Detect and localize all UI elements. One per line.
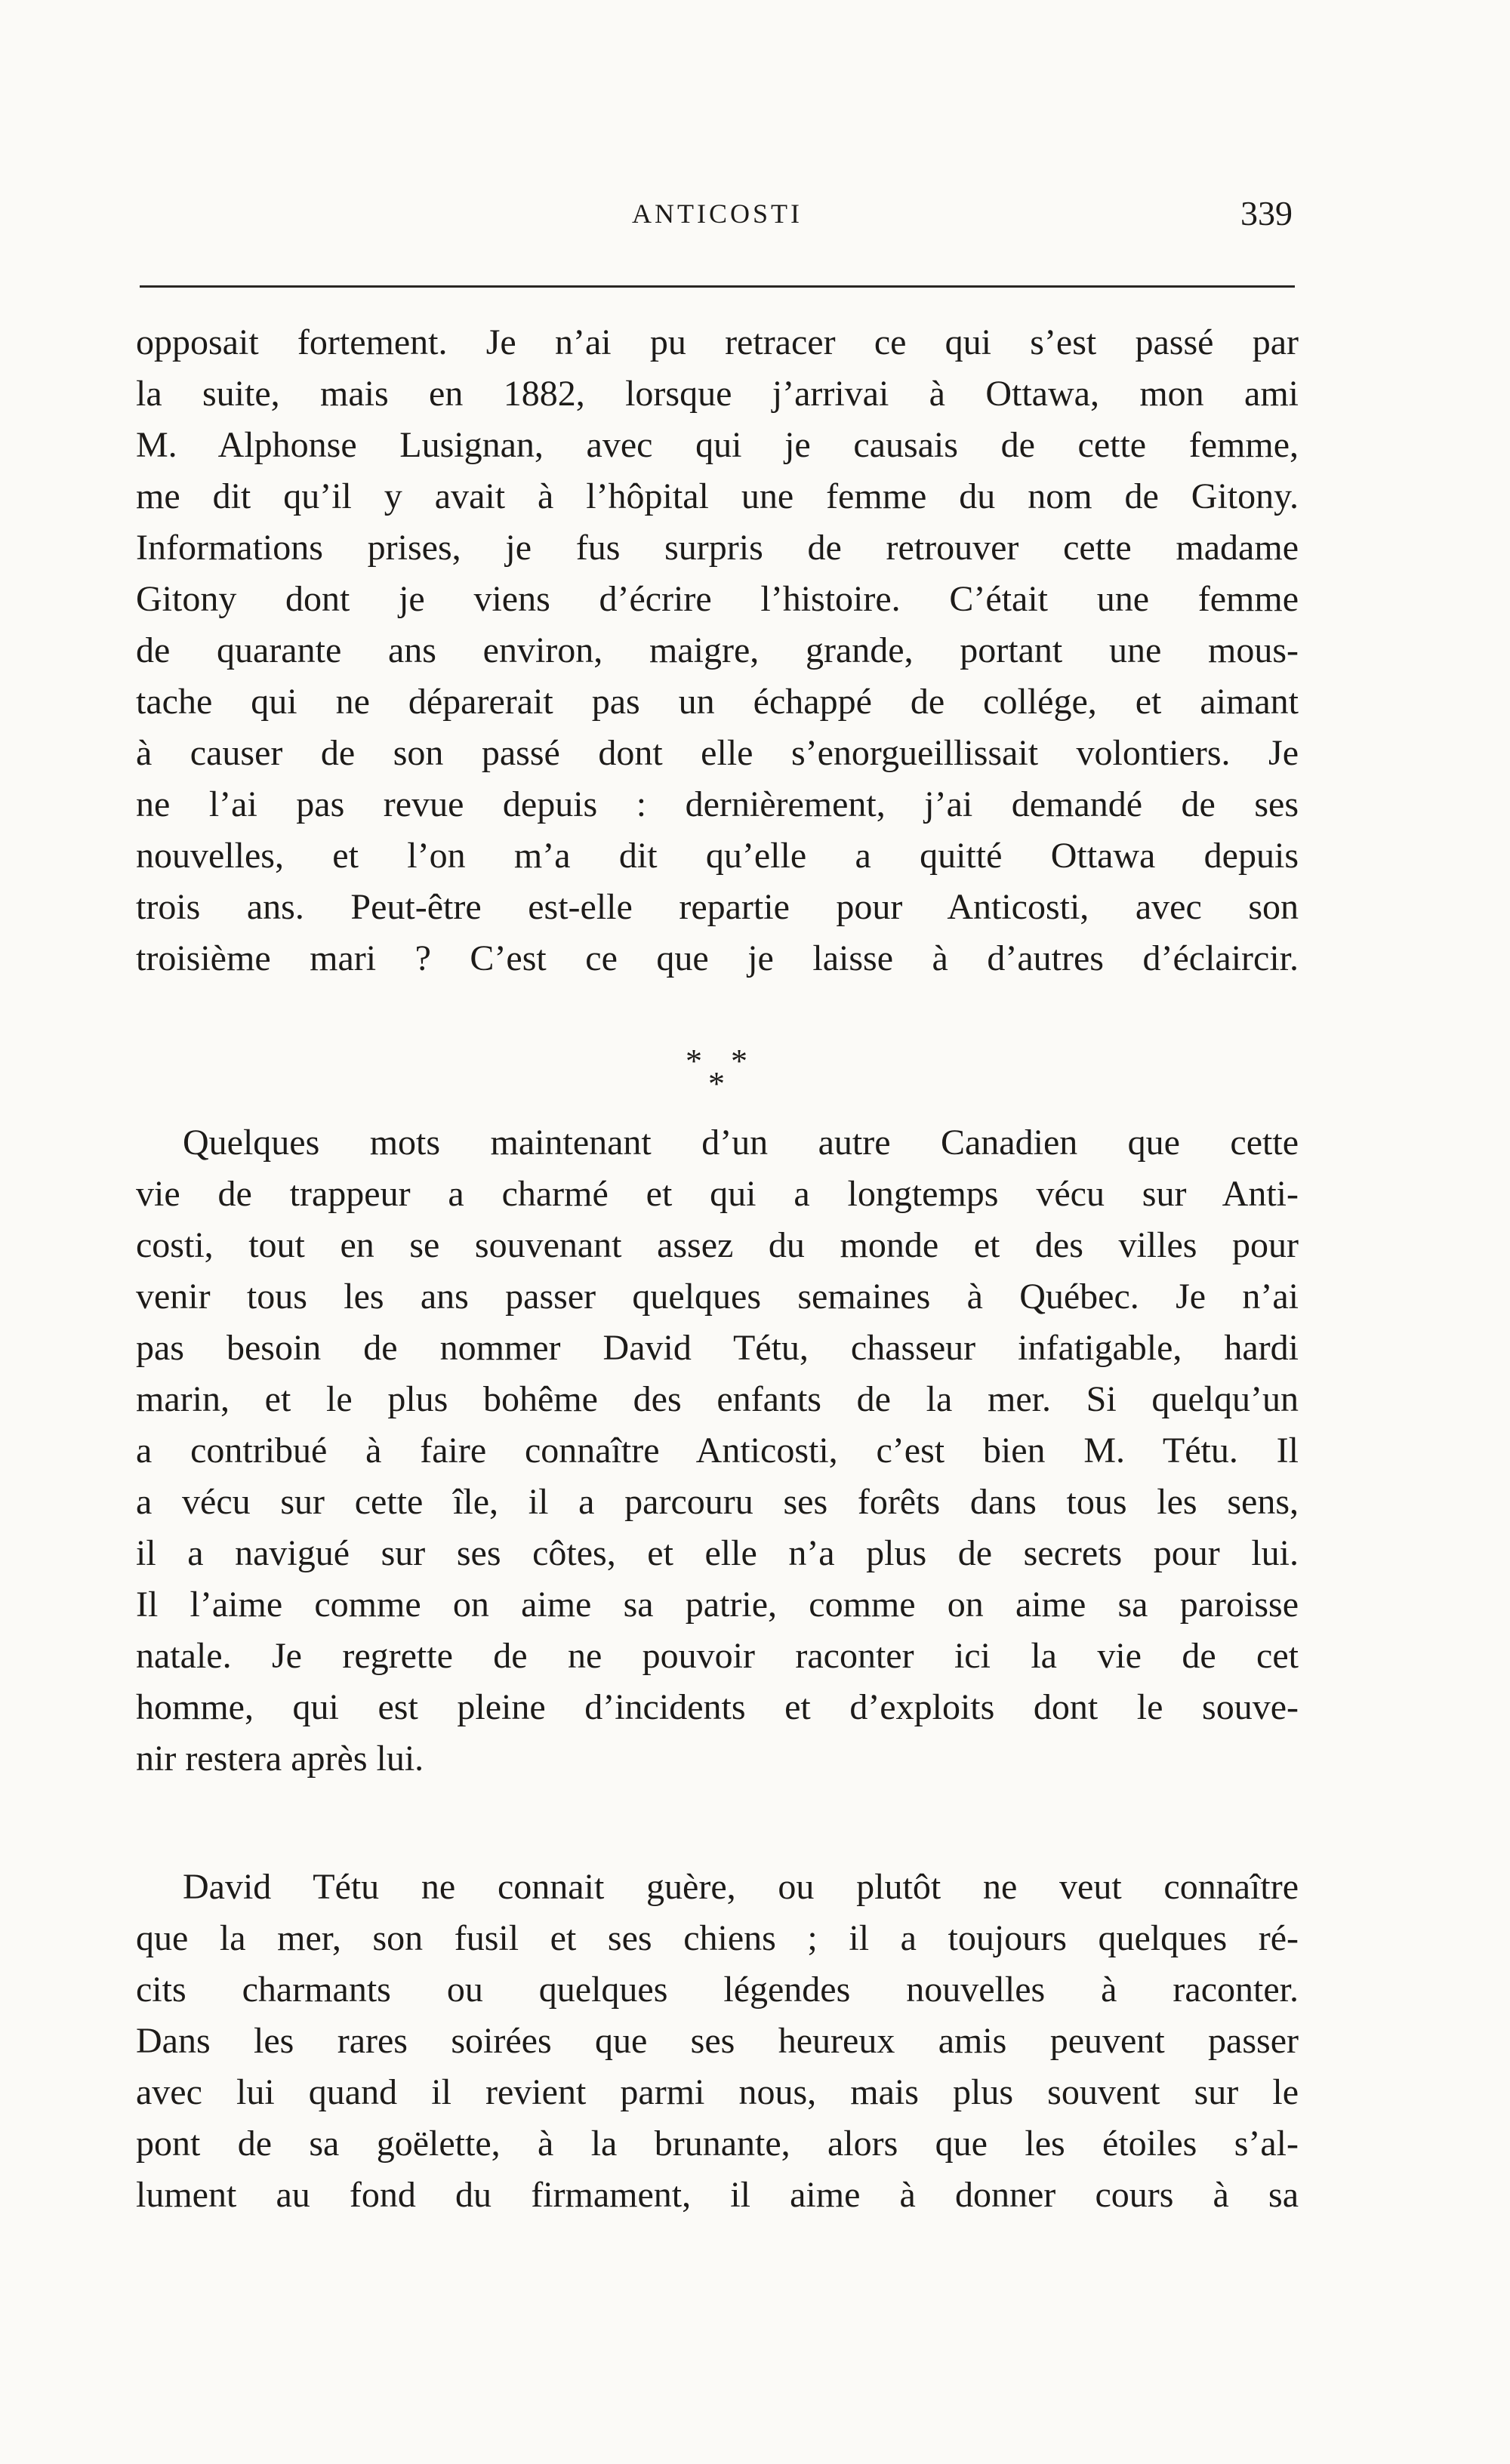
text-line: trois ans. Peut-être est-elle repartie pour Anticosti, avec son — [136, 887, 1299, 927]
text-line: vie de trappeur a charmé et qui a longtemps vécu sur Anti- — [136, 1174, 1299, 1214]
text-line: David Tétu ne connait guère, ou plutôt ne veut connaître — [183, 1867, 1299, 1907]
paragraph-3 — [136, 1862, 1299, 2221]
page-number: 339 — [1240, 194, 1293, 233]
text-line: la suite, mais en 1882, lorsque j’arrivai à Ottawa, mon ami — [136, 374, 1299, 414]
text-line: troisième mari ? C’est ce que je laisse à d’autres d’éclaircir. — [136, 938, 1299, 978]
text-line: nouvelles, et l’on m’a dit qu’elle a quitté Ottawa depuis — [136, 836, 1299, 876]
text-line: M. Alphonse Lusignan, avec qui je causais de cette femme, — [136, 425, 1299, 465]
header-rule — [140, 285, 1295, 288]
text-line: avec lui quand il revient parmi nous, mais plus souvent sur le — [136, 2072, 1299, 2112]
text-line: a vécu sur cette île, il a parcouru ses forêts dans tous les sens, — [136, 1482, 1299, 1522]
text-line: Il l’aime comme on aime sa patrie, comme on aime sa paroisse — [136, 1585, 1299, 1625]
text-line: pas besoin de nommer David Tétu, chasseur infatigable, hardi — [136, 1328, 1299, 1368]
text-line: marin, et le plus bohême des enfants de la mer. Si quelqu’un — [136, 1379, 1299, 1419]
paragraph-2 — [136, 1117, 1299, 1785]
text-line: pont de sa goëlette, à la brunante, alors que les étoiles s’al- — [136, 2124, 1299, 2164]
text-line: lument au fond du firmament, il aime à donner cours à sa — [136, 2175, 1299, 2215]
text-line: natale. Je regrette de ne pouvoir raconter ici la vie de cet — [136, 1636, 1299, 1676]
text-line: Gitony dont je viens d’écrire l’histoire. C’était une femme — [136, 579, 1299, 619]
text-line: me dit qu’il y avait à l’hôpital une femme du nom de Gitony. — [136, 476, 1299, 516]
separator-asterisk: * — [708, 1065, 725, 1102]
text-line: tache qui ne déparerait pas un échappé de collége, et aimant — [136, 682, 1299, 722]
separator-asterisk: * — [731, 1043, 747, 1080]
section-separator — [0, 1039, 1510, 1102]
text-line: Quelques mots maintenant d’un autre Canadien que cette — [183, 1123, 1299, 1163]
text-line: ne l’ai pas revue depuis : dernièrement, j’ai demandé de ses — [136, 784, 1299, 824]
separator-asterisk: * — [686, 1043, 702, 1080]
text-line: homme, qui est pleine d’incidents et d’exploits dont le souve- — [136, 1687, 1299, 1727]
running-title: ANTICOSTI — [632, 199, 803, 229]
text-line: cits charmants ou quelques légendes nouvelles à raconter. — [136, 1970, 1299, 2010]
text-line: à causer de son passé dont elle s’enorgueillissait volontiers. Je — [136, 733, 1299, 773]
text-line: que la mer, son fusil et ses chiens ; il a toujours quelques ré- — [136, 1918, 1299, 1958]
running-head — [136, 194, 1299, 243]
text-line: Dans les rares soirées que ses heureux amis peuvent passer — [136, 2021, 1299, 2061]
paragraph-1 — [136, 317, 1299, 984]
text-line: venir tous les ans passer quelques semaines à Québec. Je n’ai — [136, 1277, 1299, 1317]
text-line: nir restera après lui. — [136, 1739, 424, 1779]
text-line: Informations prises, je fus surpris de retrouver cette madame — [136, 528, 1299, 568]
text-line: a contribué à faire connaître Anticosti, c’est bien M. Tétu. Il — [136, 1431, 1299, 1471]
text-line: opposait fortement. Je n’ai pu retracer ce qui s’est passé par — [136, 322, 1299, 362]
text-line: il a navigué sur ses côtes, et elle n’a plus de secrets pour lui. — [136, 1533, 1299, 1573]
text-line: costi, tout en se souvenant assez du monde et des villes pour — [136, 1225, 1299, 1265]
text-line: de quarante ans environ, maigre, grande, portant une mous- — [136, 630, 1299, 670]
